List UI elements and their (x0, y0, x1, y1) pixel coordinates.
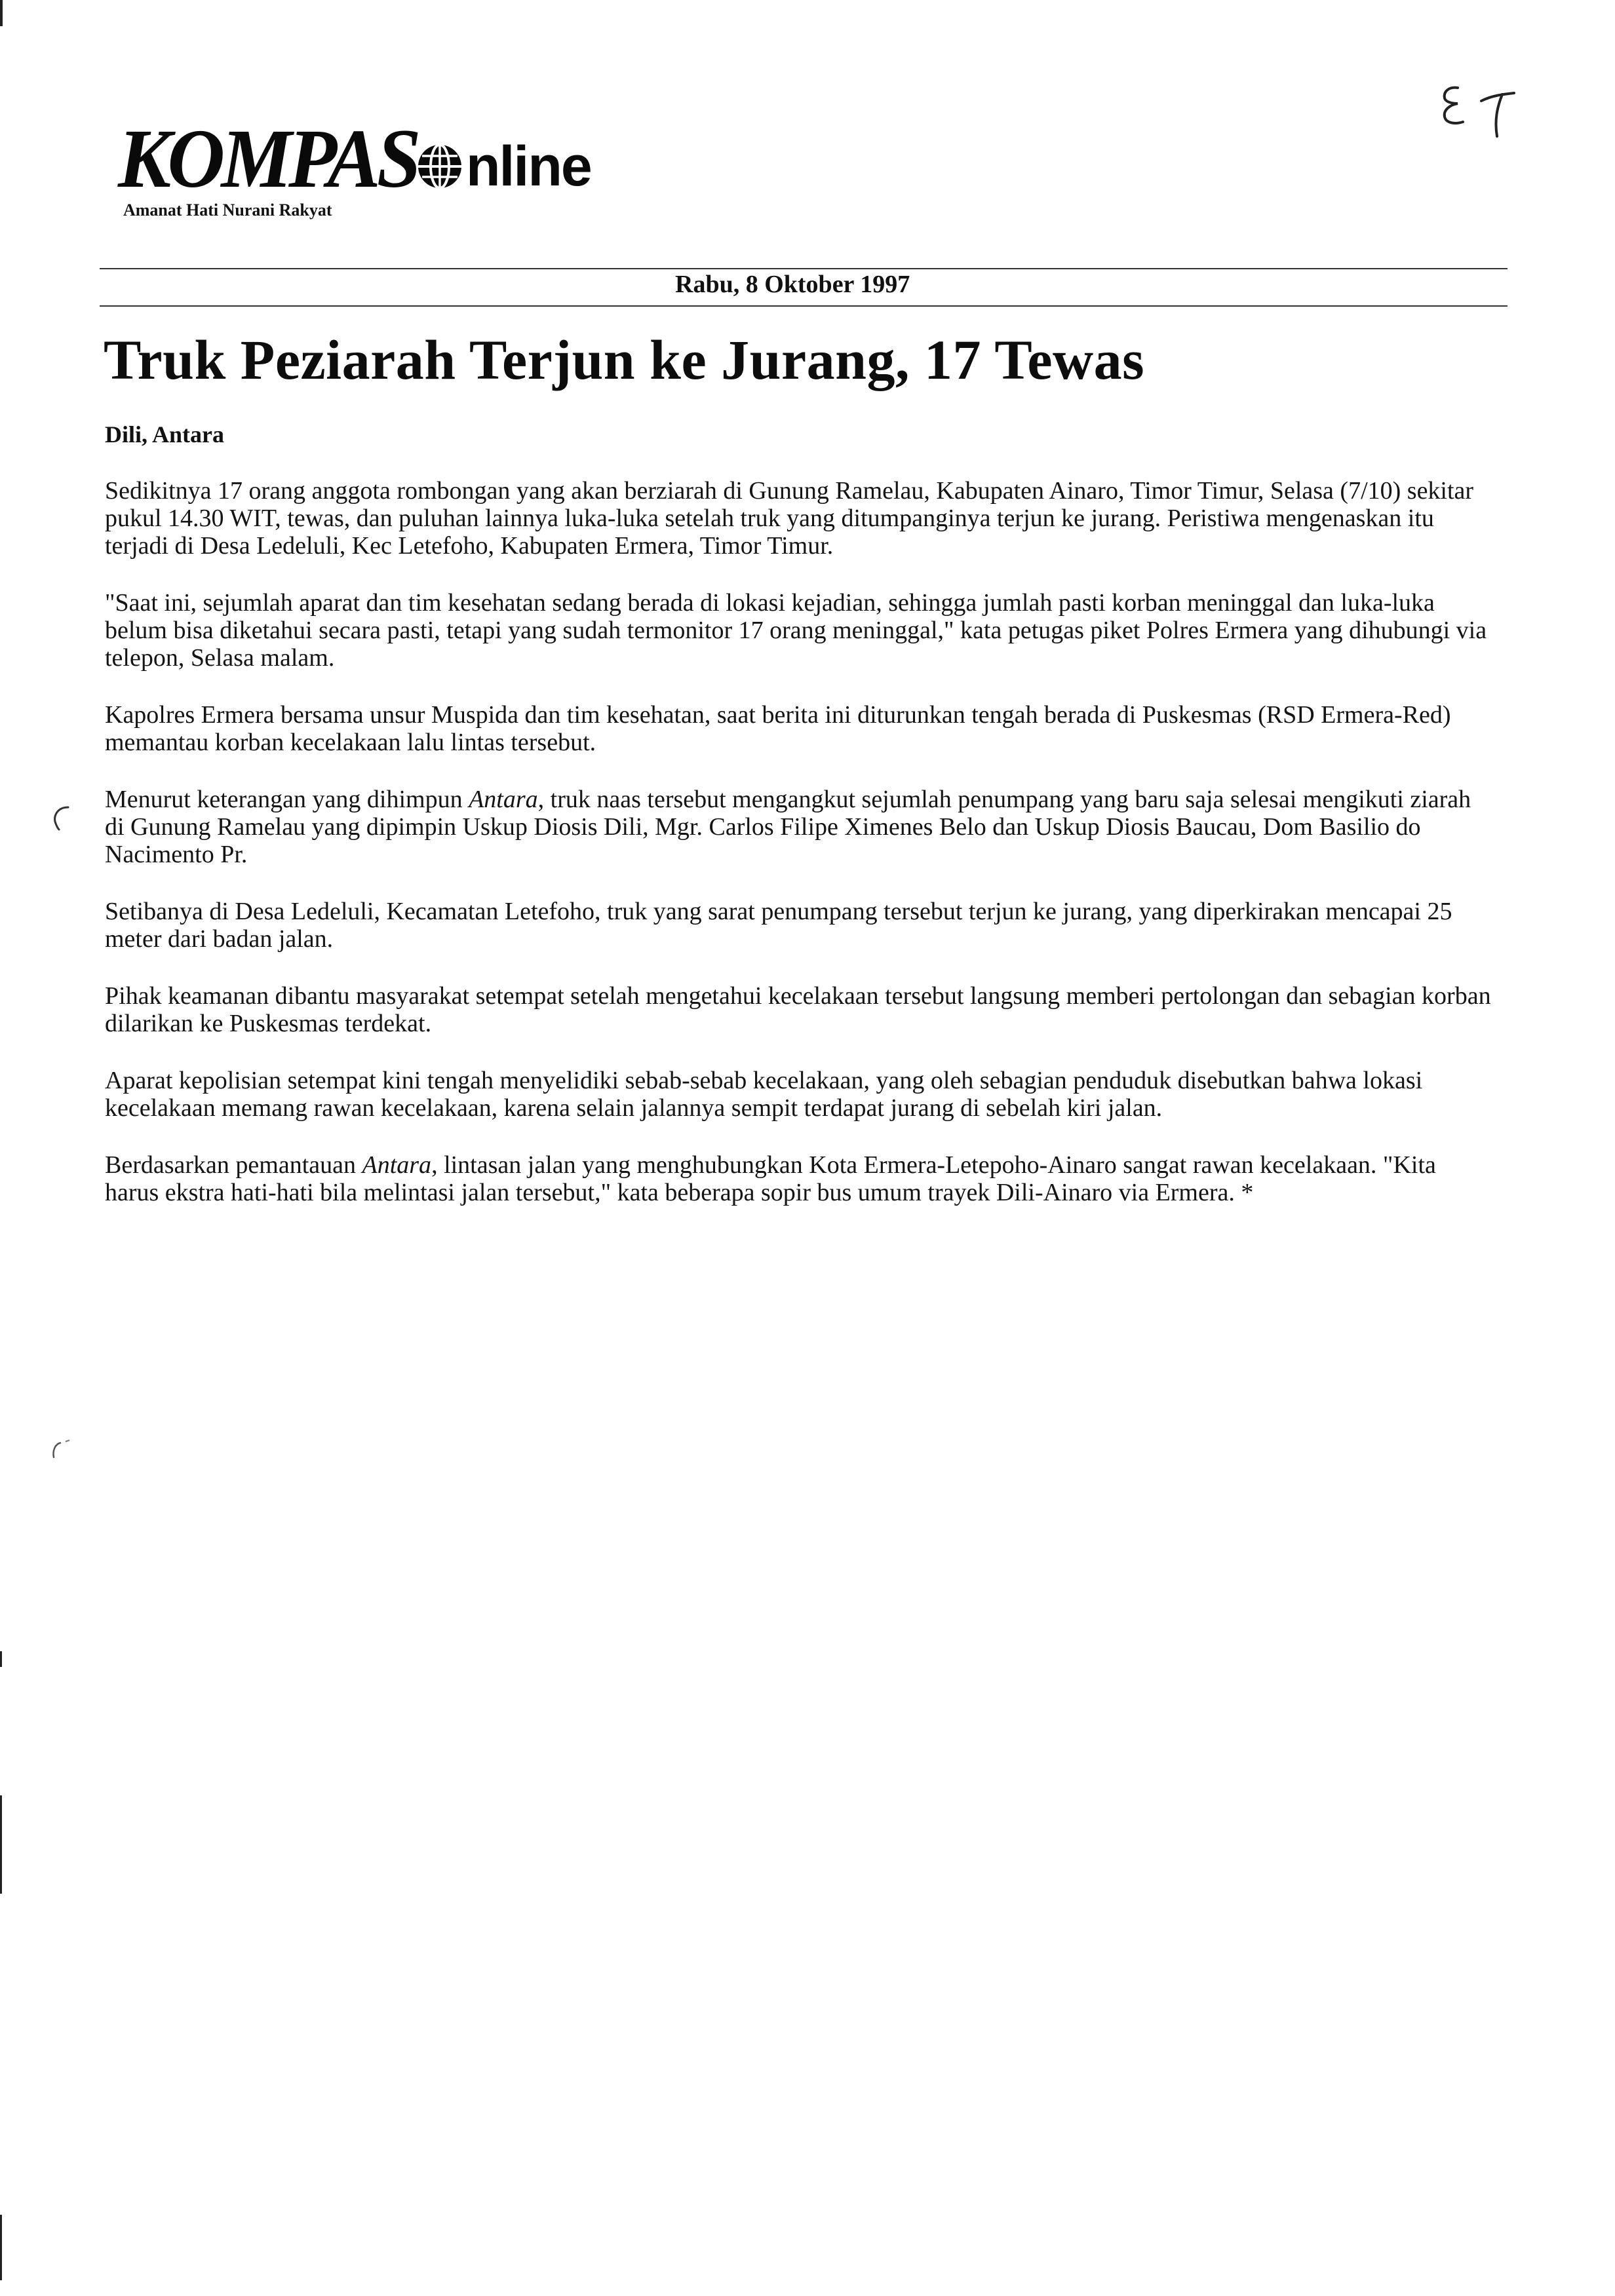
scan-edge-mark (0, 1795, 2, 1894)
masthead (118, 112, 708, 221)
article-paragraph: Kapolres Ermera bersama unsur Muspida dan tim kesehatan, saat berita ini diturunkan tengah berada di Puskesmas (RSD Ermera-Red) memantau korban kecelakaan lalu lintas tersebut. (105, 701, 1451, 756)
top-divider (100, 268, 1508, 269)
publication-date: Rabu, 8 Oktober 1997 (675, 271, 910, 298)
online-logo[interactable] (416, 135, 591, 198)
bottom-divider (100, 305, 1508, 307)
article-body (105, 477, 1492, 1236)
globe-icon (416, 143, 463, 190)
kompas-logo[interactable]: KOMPAS (118, 112, 418, 205)
scan-edge-mark (0, 1651, 2, 1667)
article-paragraph: Aparat kepolisian setempat kini tengah menyelidiki sebab-sebab kecelakaan, yang oleh sebagian penduduk disebutkan bahwa lokasi kecelakaan memang rawan kecelakaan, karena selain jalannya sempit terdapat jurang di sebelah kiri jalan. (105, 1067, 1423, 1122)
handwritten-annotation (1429, 73, 1527, 158)
margin-mark-glyph (47, 1438, 73, 1464)
article-paragraph: Sedikitnya 17 orang anggota rombongan yang akan berziarah di Gunung Ramelau, Kabupaten Ainaro, Timor Timur, Selasa (7/10) sekitar pukul 14.30 WIT, tewas, dan puluhan lainnya luka-luka setelah truk yang ditumpanginya terjun ke jurang. Peristiwa mengenaskan itu terjadi di Desa Ledeluli, Kec Letefoho, Kabupaten Ermera, Timor Timur. (105, 477, 1474, 560)
source-name-italic: Antara (469, 786, 538, 813)
scan-edge-mark (0, 2215, 2, 2280)
margin-mark (51, 803, 71, 840)
article-dateline: Dili, Antara (105, 421, 225, 448)
online-logo-text: nline (466, 135, 591, 198)
scan-edge-mark (0, 0, 3, 26)
handwritten-mark-glyph (1429, 73, 1527, 145)
margin-mark-glyph (51, 803, 71, 832)
article-paragraph: Setibanya di Desa Ledeluli, Kecamatan Letefoho, truk yang sarat penumpang tersebut terjun ke jurang, yang diperkirakan mencapai 25 meter dari badan jalan. (105, 898, 1452, 953)
article-paragraph: Berdasarkan pemantauan Antara, lintasan jalan yang menghubungkan Kota Ermera-Letepoho-Ainaro sangat rawan kecelakaan. "Kita harus ekstra hati-hati bila melintasi jalan tersebut," kata beberapa sopir bus umum trayek Dili-Ainaro via Ermera. * (105, 1151, 1436, 1206)
margin-mark (47, 1435, 73, 1472)
masthead-tagline: Amanat Hati Nurani Rakyat (123, 201, 332, 220)
article-paragraph: Pihak keamanan dibantu masyarakat setempat setelah mengetahui kecelakaan tersebut langsung memberi pertolongan dan sebagian korban dilarikan ke Puskesmas terdekat. (105, 982, 1491, 1037)
source-name-italic: Antara (362, 1151, 432, 1179)
article-headline: Truk Peziarah Terjun ke Jurang, 17 Tewas (104, 328, 1145, 391)
article-paragraph: Menurut keterangan yang dihimpun Antara, truk naas tersebut mengangkut sejumlah penumpang yang baru saja selesai mengikuti ziarah di Gunung Ramelau yang dipimpin Uskup Diosis Dili, Mgr. Carlos Filipe Ximenes Belo dan Uskup Diosis Baucau, Dom Basilio do Nacimento Pr. (105, 786, 1471, 868)
article-paragraph: "Saat ini, sejumlah aparat dan tim kesehatan sedang berada di lokasi kejadian, sehingga jumlah pasti korban meninggal dan luka-luka belum bisa diketahui secara pasti, tetapi yang sudah termonitor 17 orang meninggal," kata petugas piket Polres Ermera yang dihubungi via telepon, Selasa malam. (105, 589, 1487, 672)
